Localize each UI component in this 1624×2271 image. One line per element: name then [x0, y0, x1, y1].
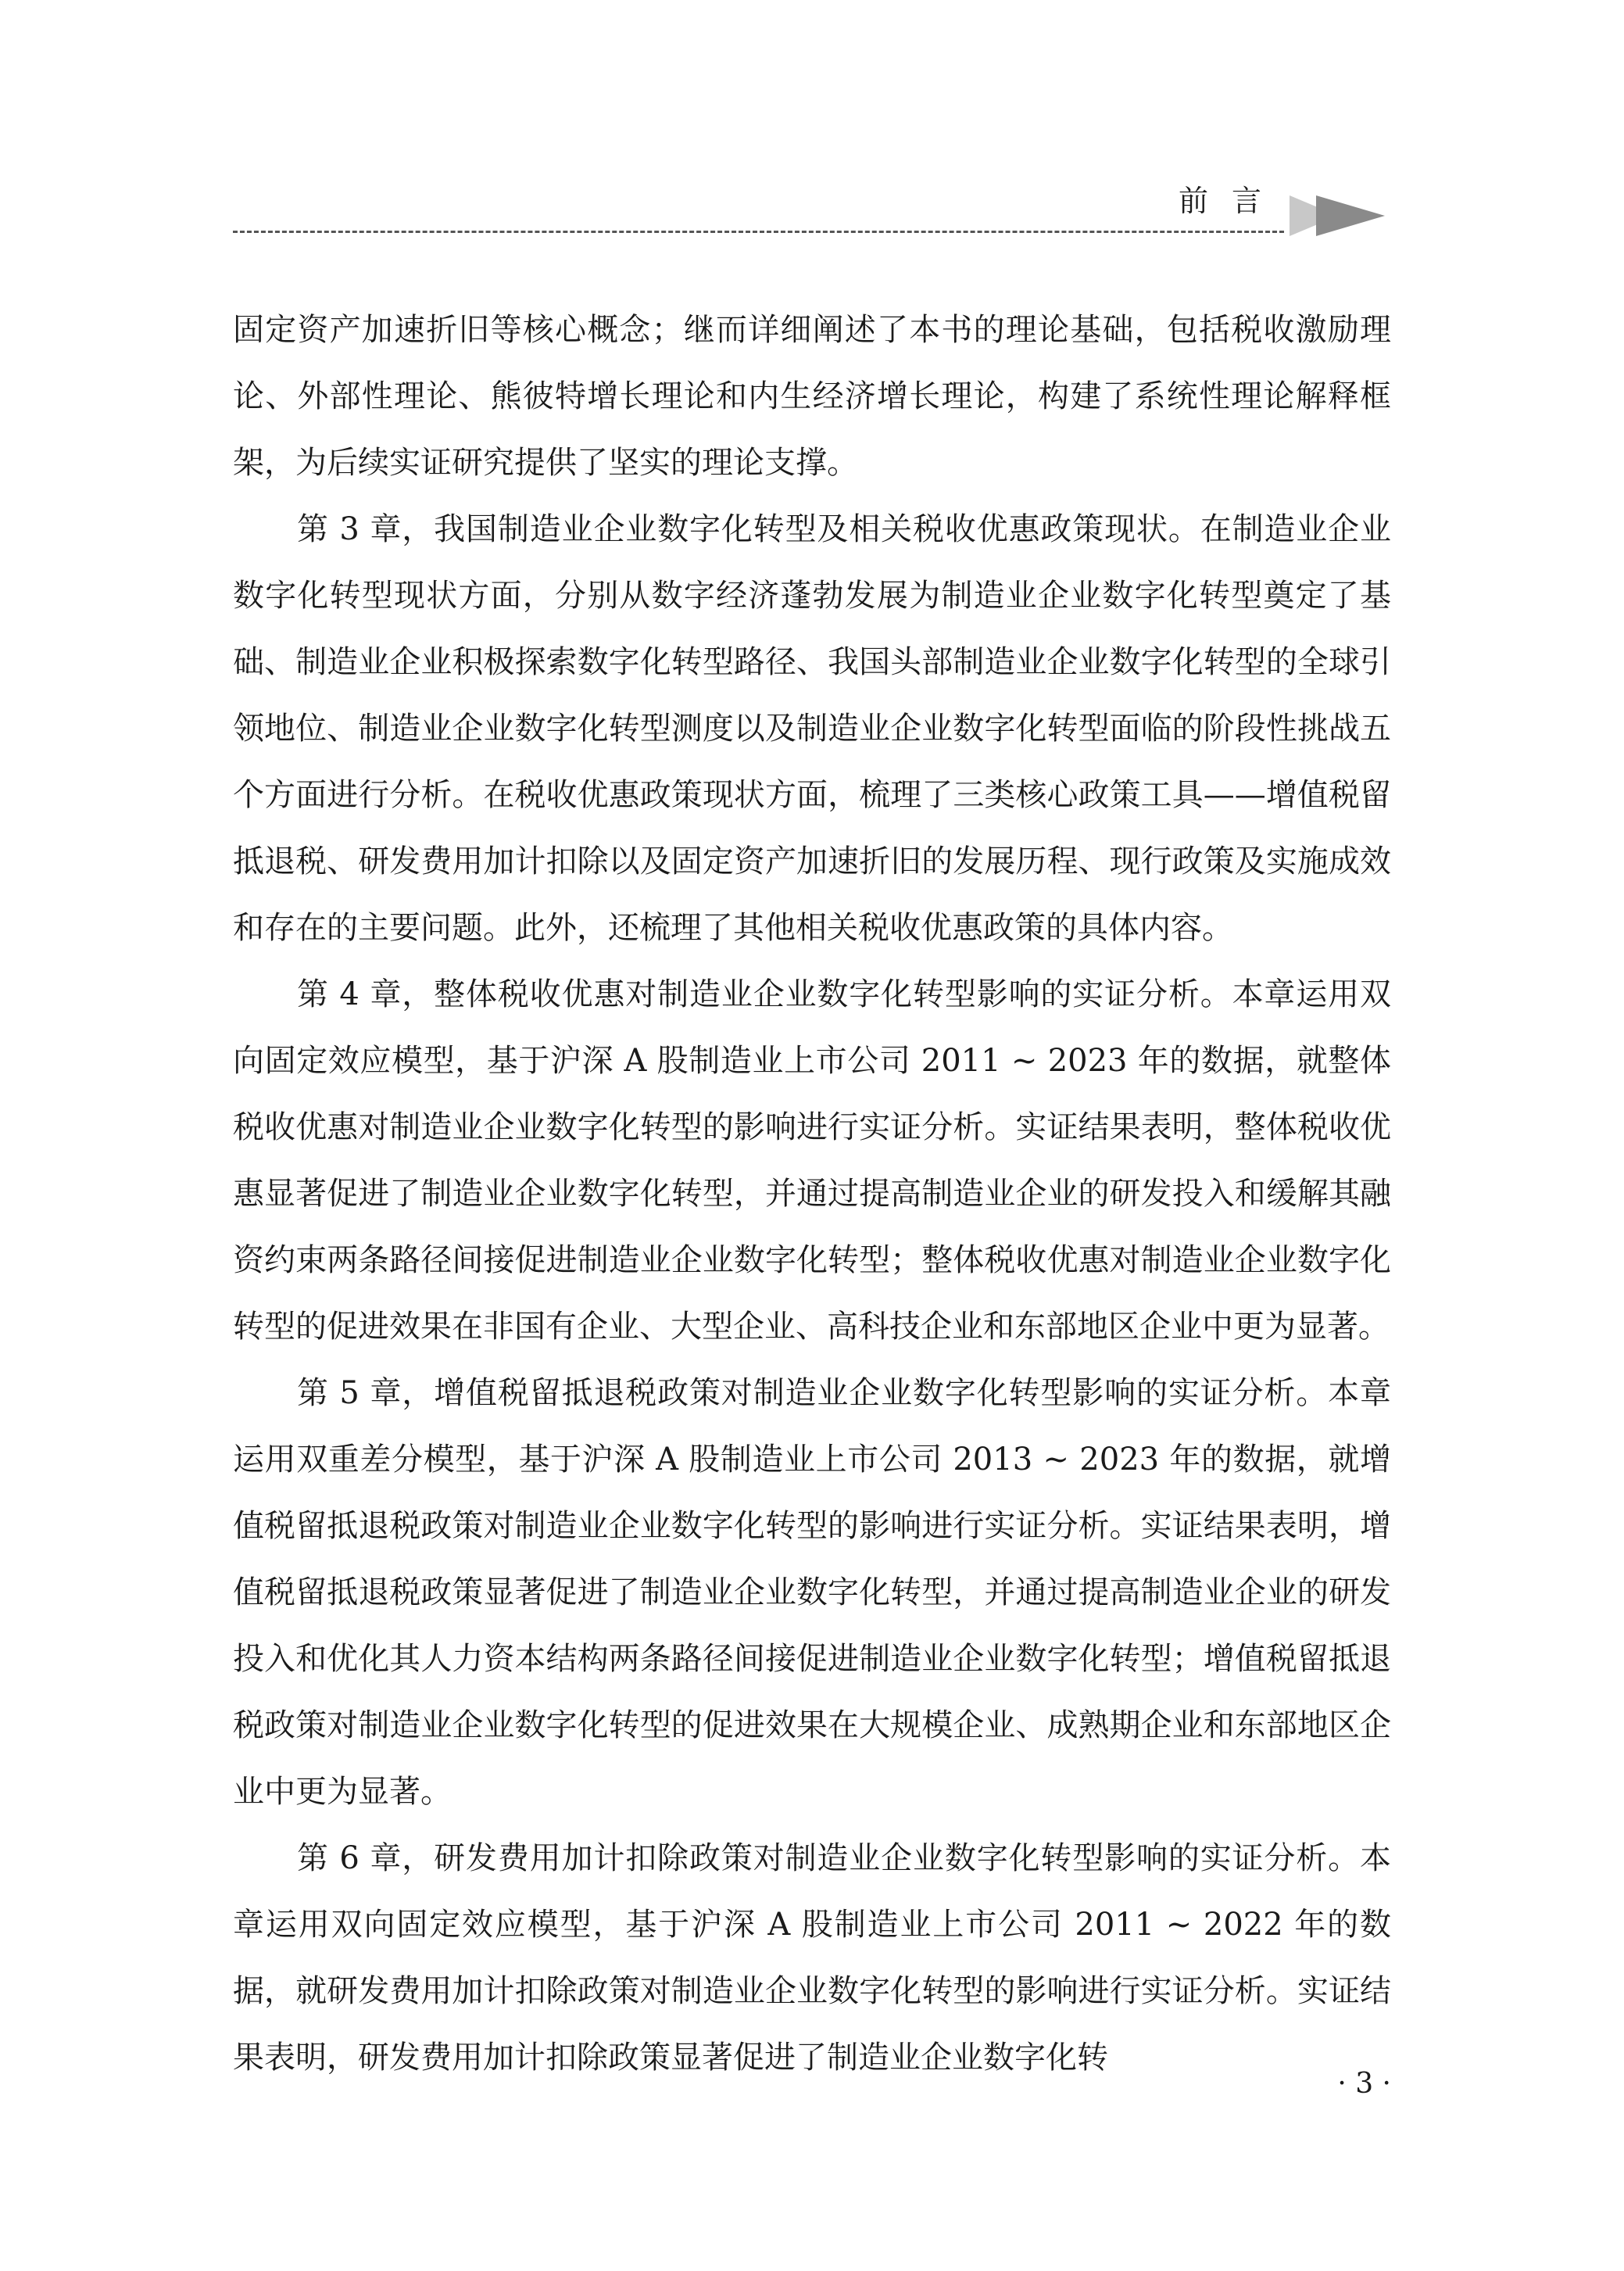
paragraph: 第 6 章，研发费用加计扣除政策对制造业企业数字化转型影响的实证分析。本章运用双向固定效应模型，基于沪深 A 股制造业上市公司 2011 ~ 2022 年的数据，就研发费用加计扣除政策对制造业企业数字化转型的影响进行实证分析。实证结果表明，研发费用加计扣除政策显著促进了制造业企业数字化转 [233, 1840, 1391, 2076]
page-number: · 3 · [1337, 2068, 1391, 2100]
paragraph: 第 4 章，整体税收优惠对制造业企业数字化转型影响的实证分析。本章运用双向固定效应模型，基于沪深 A 股制造业上市公司 2011 ~ 2023 年的数据，就整体税收优惠对制造业企业数字化转型的影响进行实证分析。实证结果表明，整体税收优惠显著促进了制造业企业数字化转型，并通过提高制造业企业的研发投入和缓解其融资约束两条路径间接促进制造业企业数字化转型；整体税收优惠对制造业企业数字化转型的促进效果在非国有企业、大型企业、高科技企业和东部地区企业中更为显著。 [233, 976, 1391, 1345]
running-head-title: 前言 [1179, 184, 1286, 218]
paragraph: 第 5 章，增值税留抵退税政策对制造业企业数字化转型影响的实证分析。本章运用双重差分模型，基于沪深 A 股制造业上市公司 2013 ~ 2023 年的数据，就增值税留抵退税政策对制造业企业数字化转型的影响进行实证分析。实证结果表明，增值税留抵退税政策显著促进了制造业企业数字化转型，并通过提高制造业企业的研发投入和优化其人力资本结构两条路径间接促进制造业企业数字化转型；增值税留抵退税政策对制造业企业数字化转型的促进效果在大规模企业、成熟期企业和东部地区企业中更为显著。 [233, 1375, 1391, 1810]
header-dashed-rule [233, 231, 1284, 233]
double-chevron-right-icon [1290, 192, 1385, 239]
paragraph: 固定资产加速折旧等核心概念；继而详细阐述了本书的理论基础，包括税收激励理论、外部性理论、熊彼特增长理论和内生经济增长理论，构建了系统性理论解释框架，为后续实证研究提供了坚实的理论支撑。 [233, 312, 1391, 481]
preface-body [233, 297, 1391, 2091]
paragraph: 第 3 章，我国制造业企业数字化转型及相关税收优惠政策现状。在制造业企业数字化转型现状方面，分别从数字经济蓬勃发展为制造业企业数字化转型奠定了基础、制造业企业积极探索数字化转型路径、我国头部制造业企业数字化转型的全球引领地位、制造业企业数字化转型测度以及制造业企业数字化转型面临的阶段性挑战五个方面进行分析。在税收优惠政策现状方面，梳理了三类核心政策工具——增值税留抵退税、研发费用加计扣除以及固定资产加速折旧的发展历程、现行政策及实施成效和存在的主要问题。此外，还梳理了其他相关税收优惠政策的具体内容。 [233, 511, 1391, 946]
